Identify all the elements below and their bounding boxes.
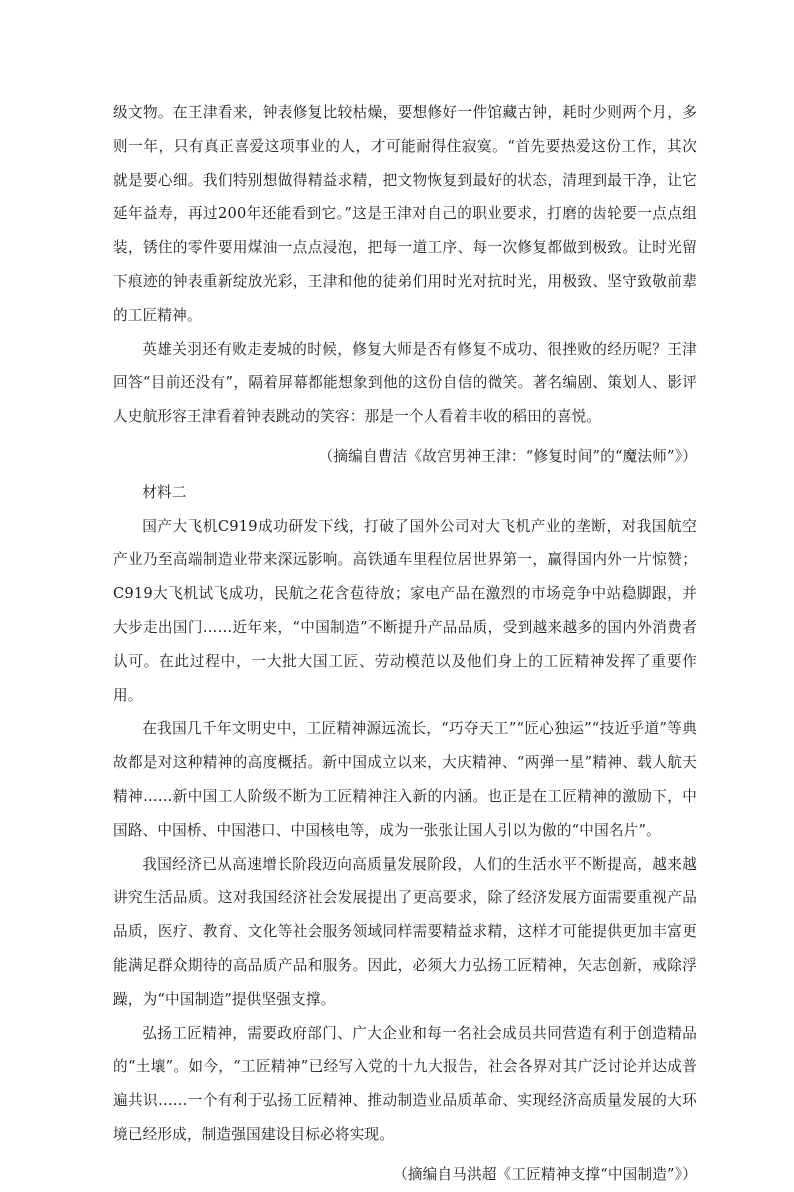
- document-page: [113, 96, 697, 1192]
- material1-source: （摘编自曹洁《故宫男神王津：“修复时间”的“魔法师”》）: [318, 447, 697, 465]
- material1-paragraph-1: 级文物。在王津看来，钟表修复比较枯燥，要想修好一件馆藏古钟，耗时少则两个月，多则一年，只有真正喜爱这项事业的人，才可能耐得住寂寞。“首先要热爱这份工作，其次就是要心细。我们特别想做得精益求精，把文物恢复到最好的状态，清理到最干净，让它延年益寿，再过200年还能看到它。”这是王津对自己的职业要求，打磨的齿轮要一点点组装，锈住的零件要用煤油一点点浸泡，把每一道工序、每一次修复都做到极致。让时光留下痕迹的钟表重新绽放光彩，王津和他的徒弟们用时光对抗时光，用极致、坚守致敬前辈的工匠精神。: [113, 104, 697, 324]
- material2-heading: 材料二: [142, 483, 187, 501]
- material2-paragraph-1: 国产大飞机C919成功研发下线，打破了国外公司对大飞机产业的垄断，对我国航空产业乃至高端制造业带来深远影响。高铁通车里程位居世界第一，赢得国内外一片惊赞；C919大飞机试飞成功，民航之花含苞待放；家电产品在激烈的市场竞争中站稳脚跟，并大步走出国门……近年来，“中国制造”不断提升产品品质，受到越来越多的国内外消费者认可。在此过程中，一大批大国工匠、劳动模范以及他们身上的工匠精神发挥了重要作用。: [113, 517, 697, 704]
- material1-paragraph-2: 英雄关羽还有败走麦城的时候，修复大师是否有修复不成功、很挫败的经历呢？王津回答“目前还没有”，隔着屏幕都能想象到他的这份自信的微笑。著名编剧、策划人、影评人史航形容王津看着钟表跳动的笑容：那是一个人看着丰收的稻田的喜悦。: [113, 340, 697, 426]
- material2-source: （摘编自马洪超《工匠精神支撑“中国制造”》）: [393, 1165, 697, 1183]
- material2-paragraph-2: 在我国几千年文明史中，工匠精神源远流长，“巧夺天工”“匠心独运”“技近乎道”等典故都是对这种精神的高度概括。新中国成立以来，大庆精神、“两弹一星”精神、载人航天精神……新中国工人阶级不断为工匠精神注入新的内涵。也正是在工匠精神的激励下，中国路、中国桥、中国港口、中国核电等，成为一张张让国人引以为傲的“中国名片”。: [113, 720, 697, 839]
- material2-paragraph-3: 我国经济已从高速增长阶段迈向高质量发展阶段，人们的生活水平不断提高，越来越讲究生活品质。这对我国经济社会发展提出了更高要求，除了经济发展方面需要重视产品品质，医疗、教育、文化等社会服务领域同样需要精益求精，这样才可能提供更加丰富更能满足群众期待的高品质产品和服务。因此，必须大力弘扬工匠精神，矢志创新，戒除浮躁，为“中国制造”提供坚强支撑。: [113, 855, 697, 1008]
- material2-paragraph-4: 弘扬工匠精神，需要政府部门、广大企业和每一名社会成员共同营造有利于创造精品的“土壤”。如今，“工匠精神”已经写入党的十九大报告，社会各界对其广泛讨论并达成普遍共识……一个有利于弘扬工匠精神、推动制造业品质革命、实现经济高质量发展的大环境已经形成，制造强国建设目标必将实现。: [113, 1024, 697, 1143]
